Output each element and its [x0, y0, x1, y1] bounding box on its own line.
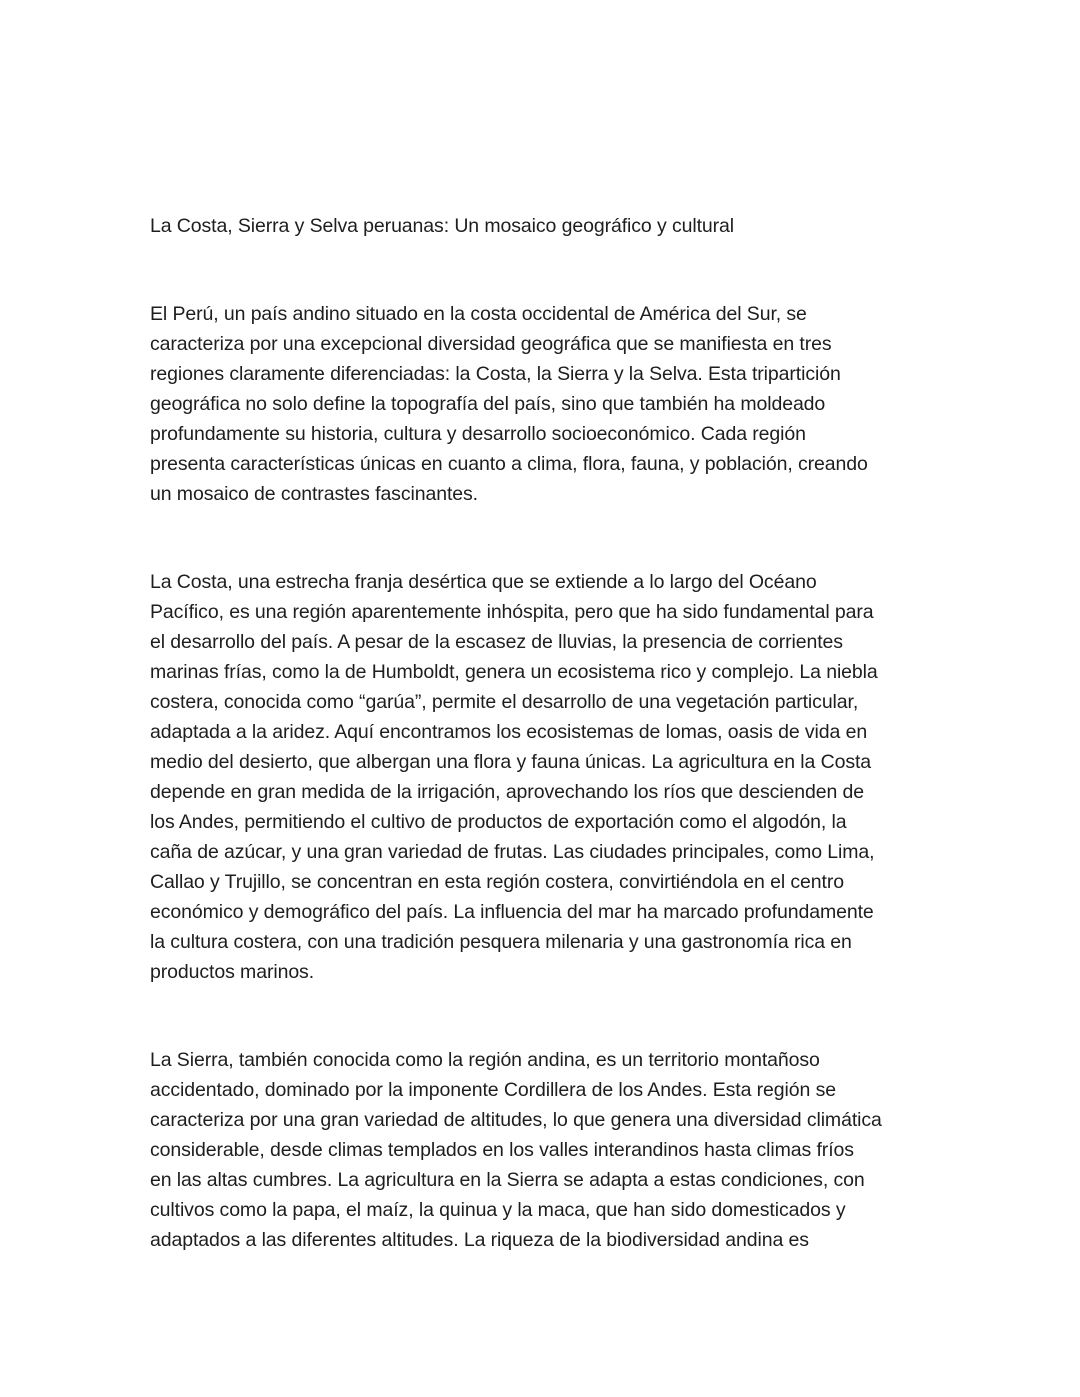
text-line: en las altas cumbres. La agricultura en la Sierra se adapta a estas condiciones, con: [150, 1169, 865, 1191]
text-line: presenta características únicas en cuanto a clima, flora, fauna, y población, creando: [150, 453, 868, 475]
text-line: regiones claramente diferenciadas: la Costa, la Sierra y la Selva. Esta tripartición: [150, 363, 841, 385]
text-line: La Sierra, también conocida como la región andina, es un territorio montañoso: [150, 1049, 820, 1071]
paragraph-intro: [150, 299, 940, 509]
text-line: depende en gran medida de la irrigación, aprovechando los ríos que descienden de: [150, 781, 865, 803]
text-line: el desarrollo del país. A pesar de la escasez de lluvias, la presencia de corrientes: [150, 631, 843, 653]
text-line: caracteriza por una excepcional diversidad geográfica que se manifiesta en tres: [150, 333, 832, 355]
text-line: la cultura costera, con una tradición pesquera milenaria y una gastronomía rica en: [150, 931, 852, 953]
text-line: económico y demográfico del país. La influencia del mar ha marcado profundamente: [150, 901, 874, 923]
document-body: [150, 211, 940, 1313]
text-line: El Perú, un país andino situado en la costa occidental de América del Sur, se: [150, 303, 807, 325]
text-line: Pacífico, es una región aparentemente inhóspita, pero que ha sido fundamental para: [150, 601, 874, 623]
text-line: adaptados a las diferentes altitudes. La riqueza de la biodiversidad andina es: [150, 1229, 809, 1251]
text-line: geográfica no solo define la topografía del país, sino que también ha moldeado: [150, 393, 826, 415]
text-line: costera, conocida como “garúa”, permite el desarrollo de una vegetación particular,: [150, 691, 859, 713]
document-title: La Costa, Sierra y Selva peruanas: Un mosaico geográfico y cultural: [150, 215, 735, 237]
text-line: Callao y Trujillo, se concentran en esta región costera, convirtiéndola en el centro: [150, 871, 844, 893]
text-line: caracteriza por una gran variedad de altitudes, lo que genera una diversidad climática: [150, 1109, 882, 1131]
text-line: productos marinos.: [150, 961, 315, 983]
text-line: profundamente su historia, cultura y desarrollo socioeconómico. Cada región: [150, 423, 806, 445]
text-line: los Andes, permitiendo el cultivo de productos de exportación como el algodón, la: [150, 811, 847, 833]
text-line: considerable, desde climas templados en los valles interandinos hasta climas fríos: [150, 1139, 854, 1161]
text-line: un mosaico de contrastes fascinantes.: [150, 483, 478, 505]
paragraph-sierra: [150, 1045, 940, 1255]
text-line: cultivos como la papa, el maíz, la quinua y la maca, que han sido domesticados y: [150, 1199, 846, 1221]
text-line: caña de azúcar, y una gran variedad de frutas. Las ciudades principales, como Lima,: [150, 841, 875, 863]
text-line: medio del desierto, que albergan una flora y fauna únicas. La agricultura en la Costa: [150, 751, 872, 773]
text-line: marinas frías, como la de Humboldt, genera un ecosistema rico y complejo. La niebla: [150, 661, 878, 683]
paragraph-costa: [150, 567, 940, 987]
text-line: accidentado, dominado por la imponente Cordillera de los Andes. Esta región se: [150, 1079, 836, 1101]
text-line: adaptada a la aridez. Aquí encontramos los ecosistemas de lomas, oasis de vida en: [150, 721, 868, 743]
text-line: La Costa, una estrecha franja desértica que se extiende a lo largo del Océano: [150, 571, 817, 593]
